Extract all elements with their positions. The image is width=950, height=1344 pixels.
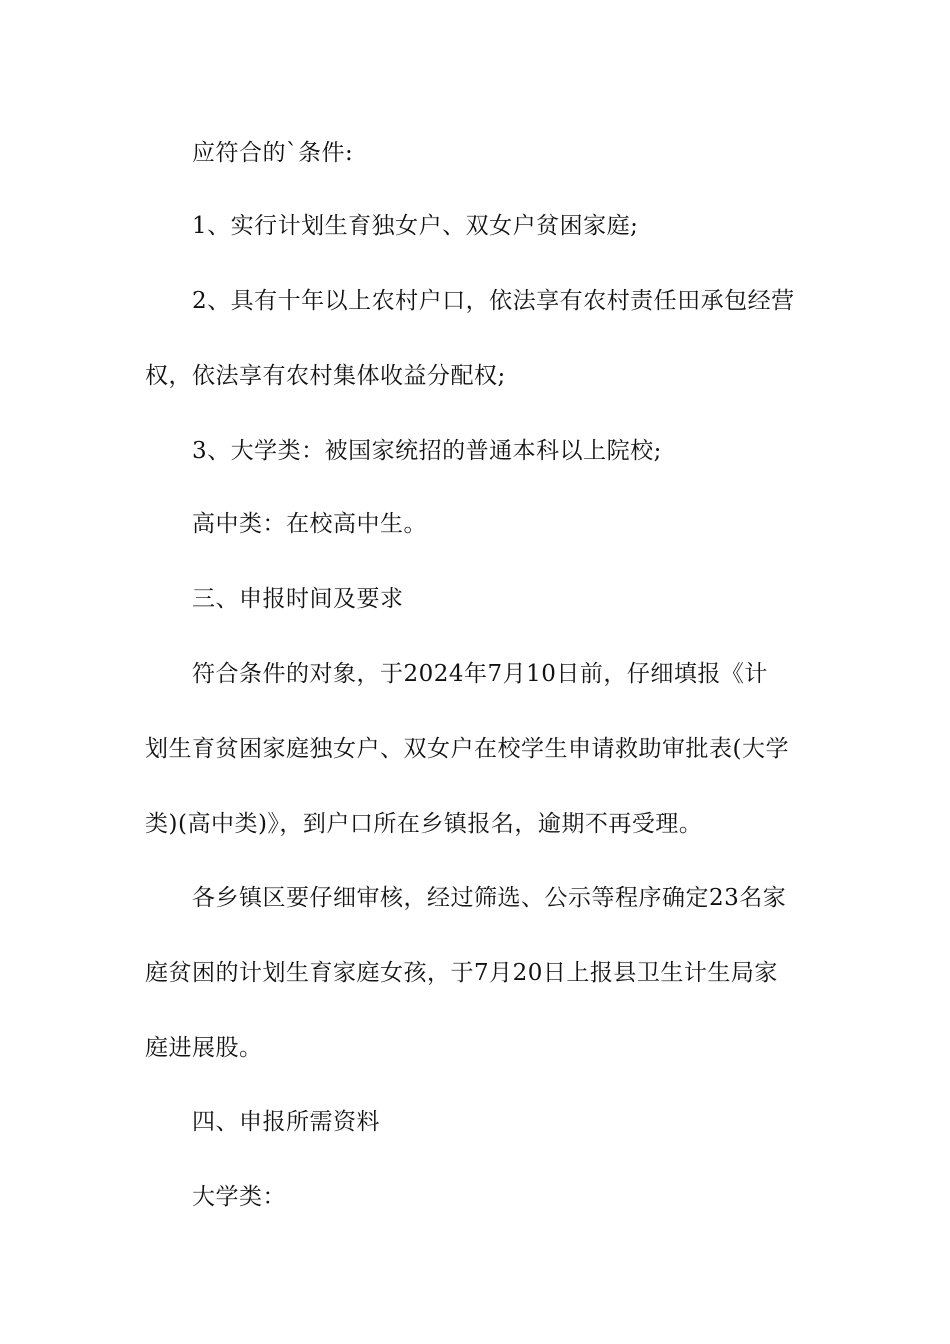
text-line-review-cont-2: 庭进展股。 [145, 1035, 263, 1061]
section-heading-3: 三、申报时间及要求 [192, 586, 404, 612]
text-line-highschool: 高中类：在校高中生。 [192, 511, 427, 537]
text-line-condition-2-cont: 权，依法享有农村集体收益分配权; [145, 363, 506, 389]
section-heading-4: 四、申报所需资料 [192, 1109, 380, 1135]
text-line-conditions-heading: 应符合的`条件: [192, 140, 354, 166]
text-line-deadline-cont-2: 类)(高中类)》，到户口所在乡镇报名，逾期不再受理。 [145, 811, 703, 837]
text-line-university: 大学类： [192, 1184, 286, 1210]
text-line-review-cont-1: 庭贫困的计划生育家庭女孩，于7月20日上报县卫生计生局家 [145, 960, 778, 986]
text-line-deadline-cont-1: 划生育贫困家庭独女户、双女户在校学生申请救助审批表(大学 [145, 736, 789, 762]
text-line-condition-1: 1、实行计划生育独女户、双女户贫困家庭; [192, 213, 639, 239]
text-line-condition-3: 3、大学类：被国家统招的普通本科以上院校; [192, 438, 662, 464]
text-line-deadline: 符合条件的对象，于2024年7月10日前，仔细填报《计 [192, 661, 768, 687]
text-line-condition-2: 2、具有十年以上农村户口，依法享有农村责任田承包经营 [192, 288, 795, 314]
text-line-review: 各乡镇区要仔细审核，经过筛选、公示等程序确定23名家 [192, 885, 787, 911]
